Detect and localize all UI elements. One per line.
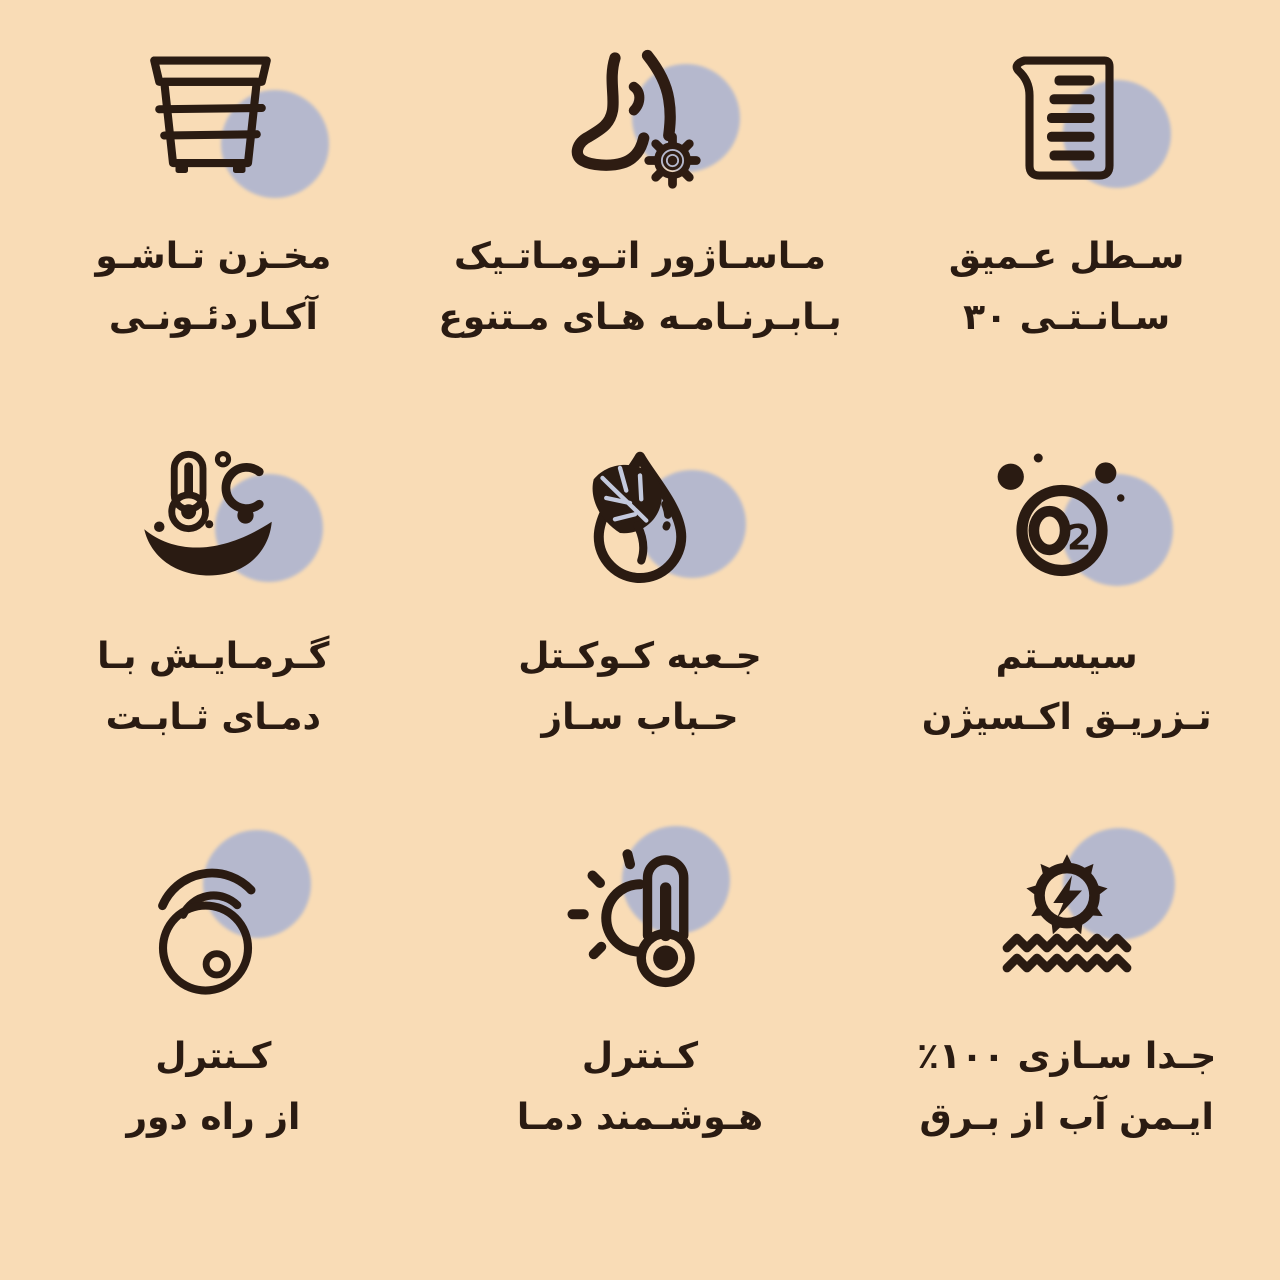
feature-title-line1: مخـزن تـاشـو — [95, 236, 332, 277]
feature-title-line2: بـابـرنـامـه هـای مـتنوع — [438, 297, 842, 339]
remote-signal-icon — [135, 848, 291, 998]
feature-title — [97, 626, 329, 748]
icon-zone — [957, 28, 1177, 218]
lightning-bolt-icon — [1053, 876, 1082, 919]
icon-zone — [103, 828, 323, 1018]
feature-title-line2: از راه دور — [126, 1097, 301, 1139]
icon-zone — [957, 428, 1177, 618]
icon-zone — [103, 428, 323, 618]
leaf-droplet-icon — [562, 448, 718, 598]
feature-title — [517, 1026, 763, 1148]
feature-constant-heating — [0, 400, 427, 790]
icon-zone — [530, 828, 750, 1018]
gear-lightning-waves-icon — [989, 848, 1145, 998]
icon-zone — [530, 28, 750, 218]
feature-water-electric-isolation — [853, 790, 1280, 1280]
feature-oxygen-injection — [853, 400, 1280, 790]
feature-deep-bucket — [853, 0, 1280, 400]
feature-title-line1: گـرمـایـش بـا — [97, 636, 330, 677]
collapsible-bucket-icon — [135, 48, 291, 198]
water-waves-icon — [1007, 938, 1127, 968]
feature-title-line1: کـنترل — [155, 1036, 272, 1077]
icon-zone — [530, 428, 750, 618]
feature-title-line2: هـوشـمند دمـا — [516, 1097, 764, 1139]
icon-zone — [957, 828, 1177, 1018]
feature-title-line1: کـنترل — [581, 1036, 699, 1077]
sun-thermometer-icon — [562, 848, 718, 998]
feature-smart-temp-control — [427, 790, 854, 1280]
measuring-bucket-icon — [989, 48, 1145, 198]
feature-title-line1: سیسـتم — [995, 636, 1138, 677]
svg-text:2: 2 — [1066, 518, 1092, 559]
feature-auto-massager — [427, 0, 854, 400]
feature-title-line2: حـباب سـاز — [541, 697, 739, 739]
feature-title-line1: سـطل عـمیق — [948, 236, 1185, 277]
icon-zone — [103, 28, 323, 218]
feature-title-line1: جـدا سـازی ۱۰۰٪ — [917, 1036, 1217, 1077]
feature-title-line2: ایـمن آب از بـرق — [919, 1097, 1214, 1139]
feature-title-line2: تـزریـق اکـسیژن — [921, 697, 1212, 739]
gear-icon — [649, 137, 697, 185]
feature-title — [95, 226, 331, 348]
feature-title — [126, 1026, 300, 1148]
feature-remote-control — [0, 790, 427, 1280]
feature-title — [917, 1026, 1216, 1148]
feature-title-line2: آکـاردئـونـی — [108, 297, 318, 339]
feature-title-line2: دمـای ثـابـت — [105, 697, 322, 739]
feature-title-line1: مـاسـاژور اتـومـاتـیک — [454, 236, 826, 277]
feature-title-line1: جـعبه کـوکـتل — [518, 636, 762, 677]
feature-title — [922, 626, 1212, 748]
feature-title — [518, 626, 762, 748]
feature-bubble-cocktail-box — [427, 400, 854, 790]
signal-arcs-icon — [159, 866, 254, 918]
o2-bubbles-icon — [989, 448, 1145, 598]
feature-title — [949, 226, 1185, 348]
feature-title-line2: ۳۰ سـانـتـی — [963, 297, 1171, 339]
thermometer-basin-icon — [135, 448, 291, 598]
foot-massager-gear-icon — [562, 48, 718, 198]
feature-title — [438, 226, 841, 348]
feature-folding-tank — [0, 0, 427, 400]
